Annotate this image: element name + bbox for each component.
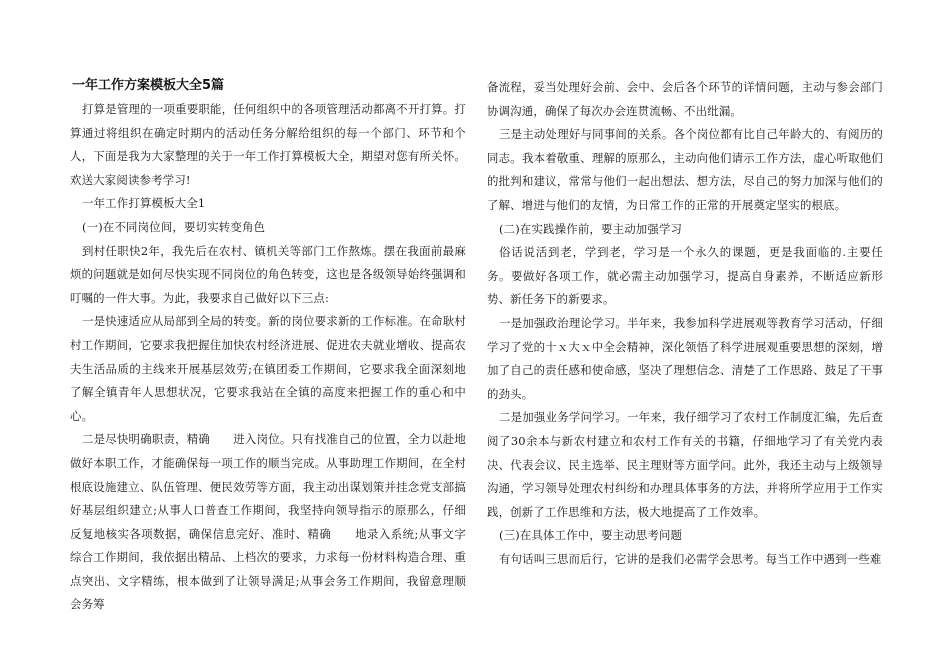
paragraph-1: 到村任职快2年，我先后在农村、镇机关等部门工作熬炼。摆在我面前最麻烦的问题就是如何尽快实现不同岗位的角色转变，这也是各级领导始终强调和叮嘱的一件大事。为此，我要求自己做好以下三点:: [70, 243, 466, 305]
subsection-heading-2: (二)在实践操作前，要主动加强学习: [499, 221, 683, 236]
subsection-heading-1: (一)在不同岗位间，要切实转变角色: [82, 219, 266, 234]
section-heading-1: 一年工作打算模板大全1: [82, 196, 206, 211]
paragraph-7: 二是加强业务学问学习。一年来，我仔细学习了农村工作制度汇编，先后查阅了30余本与新农村建立和农村工作有关的书籍，仔细地学习了有关党内表决、代表会议、民主选举、民主理财等方面学问。此外，我还主动与上级领导沟通，学习领导处理农村纠纷和办理具体事务的方法，并将所学应用于工作实践，创新了工作思维和方法，极大地提高了工作效率。: [487, 410, 883, 519]
document-title: 一年工作方案模板大全5篇: [72, 78, 225, 93]
paragraph-3: 二是尽快明确职责，精确 进入岗位。只有找准自己的位置，全力以赴地做好本职工作，才能确保每一项工作的顺当完成。从事助理工作期间，在全村根底设施建立、队伍管理、便民效劳等方面，我主动出谋划策并挂念党支部搞好基层组织建立;从事人口普查工作期间，我坚持向领导指示的原那么，仔细反复地核实各项数据，确保信息完好、准时、精确 地录入系统;从事文字综合工作期间，我依据出精品、上档次的要求，力求每一份材料构造合理、重点突出、文字精练，根本做到了让领导满足;从事会务工作期间，我留意理顺会务筹: [70, 432, 466, 612]
left-column: [70, 76, 466, 617]
subsection-heading-3: (三)在具体工作中，要主动思考问题: [499, 528, 683, 543]
continued-paragraph: 备流程，妥当处理好会前、会中、会后各个环节的详情问题，主动与参会部门协调沟通，确保了每次办会连贯流畅、不出纰漏。: [487, 80, 883, 118]
intro-paragraph: 打算是管理的一项重要职能，任何组织中的各项管理活动都离不开打算。打算通过将组织在确定时期内的活动任务分解给组织的每一个部门、环节和个人，下面是我为大家整理的关于一年工作打算模板大全，期望对您有所关怀。欢送大家阅读参考学习!: [70, 102, 466, 187]
paragraph-2: 一是快速适应从局部到全局的转变。新的岗位要求新的工作标准。在命耿村村工作期间，它要求我把握住加快农村经济进展、促进农夫就业增收、提高农夫生活品质的主线来开展基层效劳;在镇团委工作期间，它要求我全面深刻地了解全镇青年人思想状况，它要求我站在全镇的高度来把握工作的重心和中心。: [70, 314, 466, 423]
right-column: [487, 76, 883, 571]
paragraph-4: 三是主动处理好与同事间的关系。各个岗位都有比自己年龄大的、有阅历的同志。我本着敬重、理解的原那么，主动向他们请示工作方法，虚心听取他们的批判和建议，常常与他们一起出想法、想方法，尽自己的努力加深与他们的了解、增进与他们的友情，为日常工作的正常的开展奠定坚实的根底。: [487, 127, 883, 212]
paragraph-5: 俗话说活到老，学到老，学习是一个永久的课题，更是我面临的.主要任务。要做好各项工作，就必需主动加强学习，提高自身素养，不断适应新形势、新任务下的新要求。: [487, 245, 883, 307]
paragraph-8: 有句话叫三思而后行，它讲的是我们必需学会思考。每当工作中遇到一些难: [499, 551, 882, 566]
paragraph-6: 一是加强政治理论学习。半年来，我参加科学进展观等教育学习活动，仔细学习了党的十ｘ大ｘ中全会精神，深化领悟了科学进展观重要思想的深刻，增加了自己的责任感和使命感，坚决了理想信念、清楚了工作思路、鼓足了干事的劲头。: [487, 315, 883, 401]
